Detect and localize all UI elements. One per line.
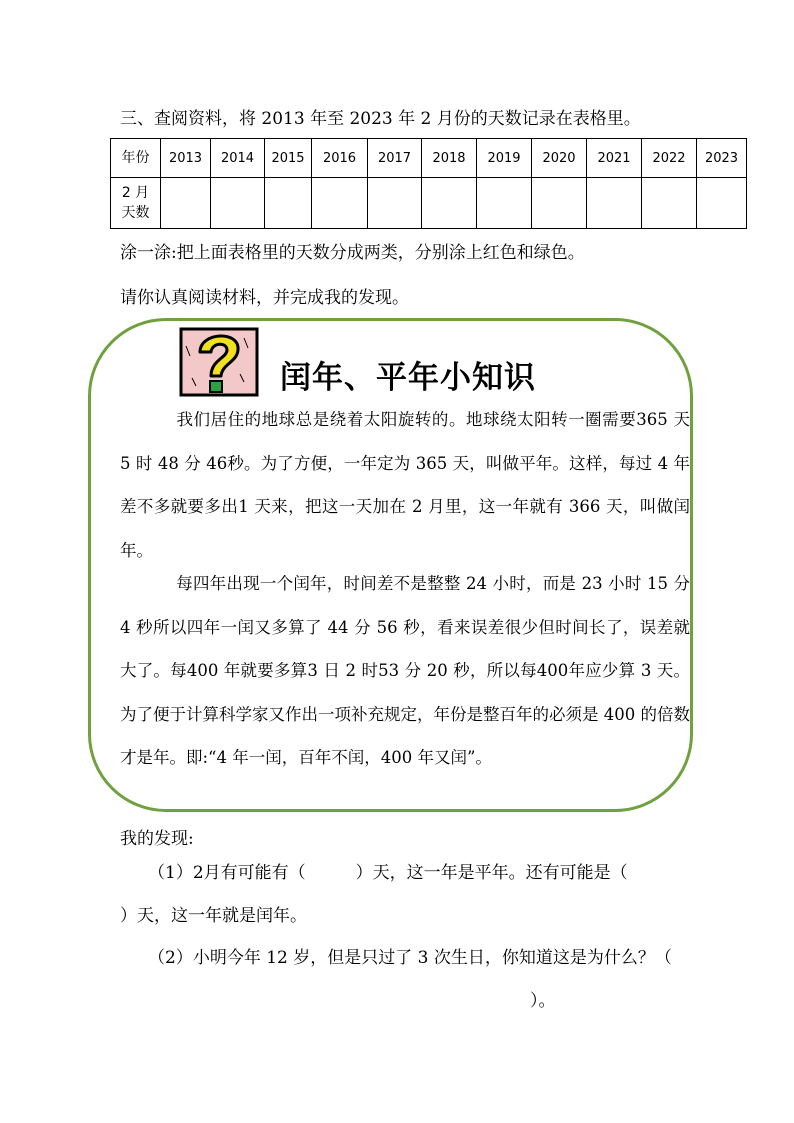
days-answer-cell[interactable] <box>697 178 747 229</box>
year-cell: 2023 <box>697 139 747 178</box>
year-cell: 2022 <box>642 139 697 178</box>
days-answer-cell[interactable] <box>265 178 312 229</box>
days-answer-cell[interactable] <box>532 178 587 229</box>
days-answer-cell[interactable] <box>312 178 368 229</box>
year-cell: 2021 <box>587 139 642 178</box>
read-instruction: 请你认真阅读材料，并完成我的发现。 <box>120 288 409 308</box>
q2-text-a: （2）小明今年 12 岁，但是只过了 3 次生日，你知道这是为什么？（ <box>148 948 672 968</box>
knowledge-paragraph-2 <box>120 562 690 780</box>
days-answer-cell[interactable] <box>422 178 477 229</box>
question-2 <box>120 937 680 1023</box>
year-cell: 2019 <box>477 139 532 178</box>
year-cell: 2013 <box>161 139 211 178</box>
q1-text-c: ）天，这一年就是闰年。 <box>120 906 307 926</box>
q1-text-b: ）天，这一年是平年。还有可能是（ <box>355 863 628 883</box>
year-header-cell: 年份 <box>111 139 161 178</box>
year-row <box>111 139 747 178</box>
days-header-line1: 2 月 <box>121 185 150 201</box>
days-answer-cell[interactable] <box>587 178 642 229</box>
q2-text-b: ）。 <box>530 991 556 1011</box>
color-instruction: 涂一涂:把上面表格里的天数分成两类，分别涂上红色和绿色。 <box>120 243 585 263</box>
year-cell: 2016 <box>312 139 368 178</box>
year-cell: 2014 <box>211 139 265 178</box>
paragraph-2-text: 每四年出现一个闰年，时间差不是整整 24 小时，而是 23 小时 15 分4 秒所以四年一闰又多算了 44 分 56 秒，看来误差很少但时间长了，误差就大了。每400 年就要多算3 日 2 时53 分 20 秒，所以每400年应少算 3 天。为了便于计算科学家又作出一项补充规定，年份是整百年的必须是 400 的倍数才是年。即:“4 年一闰，百年不闰，400 年又闰”。 <box>120 574 690 767</box>
knowledge-paragraph-1 <box>120 398 690 572</box>
year-cell: 2020 <box>532 139 587 178</box>
days-row <box>111 178 747 229</box>
year-cell: 2015 <box>265 139 312 178</box>
days-answer-cell[interactable] <box>477 178 532 229</box>
days-answer-cell[interactable] <box>211 178 265 229</box>
box-title: 闰年、平年小知识 <box>280 360 536 396</box>
question-mark-icon <box>178 326 260 398</box>
days-answer-cell[interactable] <box>161 178 211 229</box>
section-heading: 三、查阅资料，将 2013 年至 2023 年 2 月份的天数记录在表格里。 <box>120 109 641 129</box>
days-header-line2: 天数 <box>121 205 150 221</box>
question-1 <box>120 852 680 938</box>
year-cell: 2018 <box>422 139 477 178</box>
paragraph-1-text: 我们居住的地球总是绕着太阳旋转的。地球绕太阳转一圈需要365 天 5 时 48 分 46秒。为了方便，一年定为 365 天，叫做平年。这样，每过 4 年差不多就要多出1 天来，把这一天加在 2 月里，这一年就有 366 天，叫做闰年。 <box>120 410 690 560</box>
q1-text-a: （1）2月有可能有（ <box>148 863 306 883</box>
february-days-table <box>110 138 747 229</box>
days-answer-cell[interactable] <box>642 178 697 229</box>
days-header-cell <box>111 178 161 229</box>
findings-title: 我的发现: <box>120 829 194 849</box>
days-answer-cell[interactable] <box>368 178 422 229</box>
year-cell: 2017 <box>368 139 422 178</box>
